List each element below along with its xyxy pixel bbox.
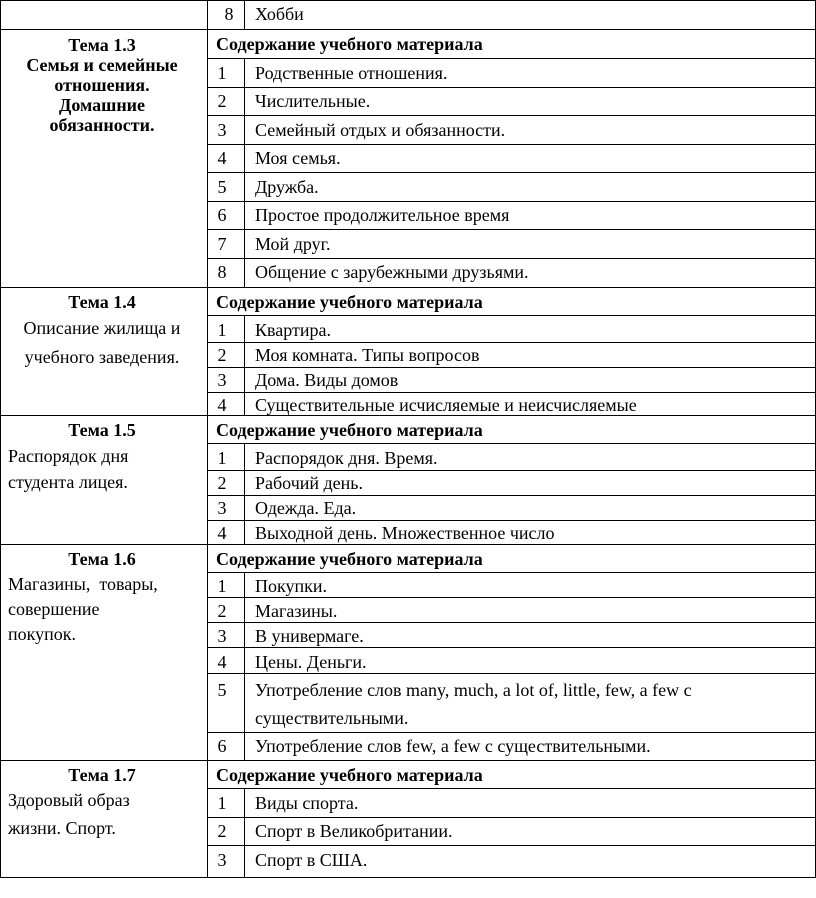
item-number: 3 xyxy=(217,850,227,870)
topic-title-line: Семья и семейные xyxy=(26,55,178,75)
item-text: Употребление слов many, much, a lot of, little, few, a few с xyxy=(255,680,692,700)
topic-cell xyxy=(4,292,200,372)
item-text: Спорт в США. xyxy=(255,850,368,870)
item-number: 2 xyxy=(217,345,227,365)
item-number: 3 xyxy=(217,498,227,518)
item-number: 4 xyxy=(217,395,227,415)
topic-title-line: Здоровый образ xyxy=(8,790,130,810)
content-heading: Содержание учебного материала xyxy=(216,420,483,440)
topic-number: Тема 1.6 xyxy=(68,549,136,569)
item-text: Дома. Виды домов xyxy=(255,370,399,390)
row-line xyxy=(207,495,816,496)
row-line xyxy=(207,258,816,259)
topic-title-line: жизни. Спорт. xyxy=(8,818,116,838)
item-text: Моя семья. xyxy=(255,148,341,168)
item-text: Дружба. xyxy=(255,177,319,197)
item-number: 2 xyxy=(217,821,227,841)
column-divider-num xyxy=(244,0,245,29)
row-line xyxy=(207,622,816,623)
item-number: 8 xyxy=(224,4,234,24)
item-number: 6 xyxy=(217,205,227,225)
table-border-left xyxy=(0,0,1,878)
topic-cell xyxy=(4,35,200,135)
item-text: Рабочий день. xyxy=(255,473,363,493)
item-text: Семейный отдых и обязанности. xyxy=(255,120,506,140)
topic-title-line: Магазины, товары, xyxy=(8,574,158,594)
topic-title-line: Описание жилища и xyxy=(23,318,181,338)
item-text: Родственные отношения. xyxy=(255,63,448,83)
topic-title-line: покупок. xyxy=(8,624,77,644)
topic-number: Тема 1.3 xyxy=(68,35,136,55)
row-line xyxy=(207,673,816,674)
row-line xyxy=(207,115,816,116)
row-line xyxy=(0,760,816,761)
topic-cell xyxy=(4,765,200,842)
row-line xyxy=(207,201,816,202)
item-text: Простое продолжительное время xyxy=(255,205,510,225)
column-divider-num xyxy=(244,443,245,544)
item-text: Одежда. Еда. xyxy=(255,498,357,518)
row-line xyxy=(0,0,816,1)
topic-title-line: Распорядок дня xyxy=(8,446,129,466)
content-heading: Содержание учебного материала xyxy=(216,292,483,312)
row-line xyxy=(0,544,816,545)
topic-number: Тема 1.4 xyxy=(68,292,136,312)
item-number: 8 xyxy=(217,262,227,282)
row-line xyxy=(0,877,816,878)
row-line xyxy=(207,172,816,173)
row-line xyxy=(207,342,816,343)
row-line xyxy=(207,229,816,230)
column-divider-num xyxy=(244,315,245,415)
item-number: 4 xyxy=(217,148,227,168)
content-heading: Содержание учебного материала xyxy=(216,549,483,569)
topic-number: Тема 1.7 xyxy=(68,765,136,785)
item-number: 3 xyxy=(217,120,227,140)
content-heading: Содержание учебного материала xyxy=(216,765,483,785)
item-number: 3 xyxy=(217,370,227,390)
topic-title-line: учебного заведения. xyxy=(24,347,180,367)
item-number: 5 xyxy=(217,177,227,197)
item-text: Квартира. xyxy=(255,320,332,340)
item-number: 2 xyxy=(217,91,227,111)
row-line xyxy=(207,392,816,393)
item-text: Существительные исчисляемые и неисчисляемые xyxy=(255,395,637,415)
row-line xyxy=(207,443,816,444)
item-number: 4 xyxy=(217,523,227,543)
row-line xyxy=(207,732,816,733)
topic-cell xyxy=(4,420,200,495)
item-number: 7 xyxy=(217,234,227,254)
row-line xyxy=(0,29,816,30)
topic-title-line: отношения. xyxy=(54,75,150,95)
item-number: 5 xyxy=(217,680,227,700)
topic-title-line: студента лицея. xyxy=(8,472,128,492)
row-line xyxy=(207,647,816,648)
row-line xyxy=(207,817,816,818)
row-line xyxy=(207,572,816,573)
row-line xyxy=(207,315,816,316)
item-text: Мой друг. xyxy=(255,234,331,254)
item-number: 4 xyxy=(217,652,227,672)
item-text: Общение с зарубежными друзьями. xyxy=(255,262,529,282)
item-text: Выходной день. Множественное число xyxy=(255,523,555,543)
item-text: Употребление слов few, a few с существительными. xyxy=(255,736,651,756)
item-text: Спорт в Великобритании. xyxy=(255,821,453,841)
item-text-continuation: существительными. xyxy=(255,708,409,728)
topic-title-line: обязанности. xyxy=(49,115,155,135)
item-text: Хобби xyxy=(255,4,304,24)
item-text: Магазины. xyxy=(255,601,338,621)
item-number: 1 xyxy=(217,63,227,83)
item-text: Распорядок дня. Время. xyxy=(255,448,438,468)
row-line xyxy=(207,144,816,145)
topic-title-line: Домашние xyxy=(58,95,146,115)
column-divider-num xyxy=(244,788,245,878)
item-text: Числительные. xyxy=(255,91,371,111)
item-number: 2 xyxy=(217,473,227,493)
topic-cell xyxy=(4,549,200,647)
item-text: Покупки. xyxy=(255,576,327,596)
row-line xyxy=(207,87,816,88)
item-number: 2 xyxy=(217,601,227,621)
row-line xyxy=(207,597,816,598)
item-text: В универмаге. xyxy=(255,626,364,646)
row-line xyxy=(207,845,816,846)
item-text: Цены. Деньги. xyxy=(255,652,367,672)
row-line xyxy=(207,58,816,59)
item-number: 1 xyxy=(217,448,227,468)
row-line xyxy=(207,470,816,471)
item-text: Моя комната. Типы вопросов xyxy=(255,345,480,365)
row-line xyxy=(207,788,816,789)
row-line xyxy=(207,367,816,368)
item-number: 1 xyxy=(217,320,227,340)
topic-number: Тема 1.5 xyxy=(68,420,136,440)
item-number: 3 xyxy=(217,626,227,646)
item-text: Виды спорта. xyxy=(255,793,359,813)
content-heading: Содержание учебного материала xyxy=(216,34,483,54)
topic-title-line: совершение xyxy=(8,599,100,619)
row-line xyxy=(207,520,816,521)
row-line xyxy=(0,287,816,288)
item-number: 6 xyxy=(217,736,227,756)
item-number: 1 xyxy=(217,576,227,596)
row-line xyxy=(0,415,816,416)
item-number: 1 xyxy=(217,793,227,813)
